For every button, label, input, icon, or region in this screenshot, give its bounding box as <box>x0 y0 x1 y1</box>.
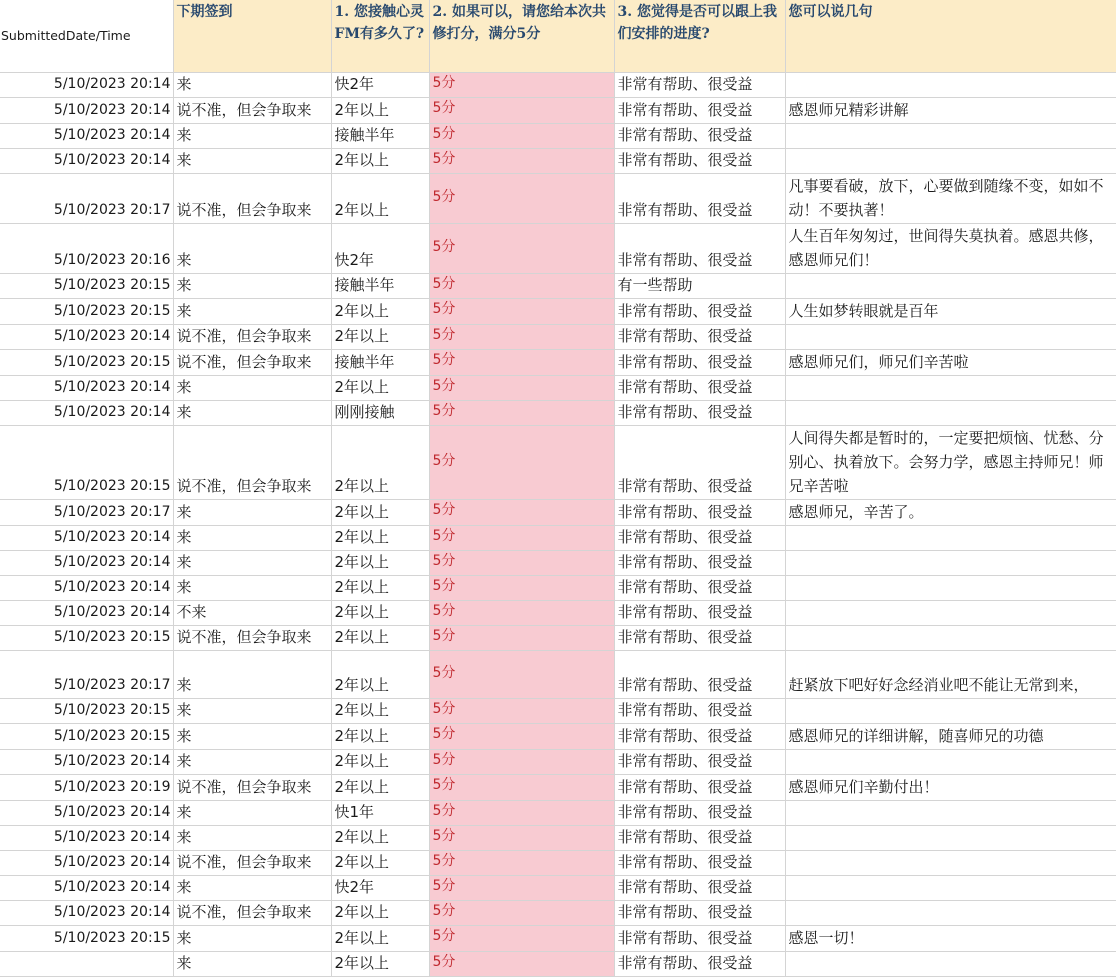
cell-score[interactable]: 5分 <box>429 698 614 723</box>
cell-checkin[interactable]: 来 <box>173 525 331 550</box>
cell-duration[interactable]: 快2年 <box>331 223 429 273</box>
cell-submitted-date[interactable]: 5/10/2023 20:17 <box>0 499 173 525</box>
cell-checkin[interactable]: 来 <box>173 698 331 723</box>
cell-duration[interactable]: 2年以上 <box>331 499 429 525</box>
table-row <box>0 72 1116 97</box>
table-row <box>0 550 1116 575</box>
cell-comment[interactable] <box>785 698 1116 723</box>
cell-submitted-date[interactable]: 5/10/2023 20:15 <box>0 349 173 375</box>
cell-score[interactable]: 5分 <box>429 525 614 550</box>
cell-comment[interactable]: 赶紧放下吧好好念经消业吧不能让无常到来， <box>785 650 1116 698</box>
cell-score[interactable]: 5分 <box>429 800 614 825</box>
cell-submitted-date[interactable]: 5/10/2023 20:14 <box>0 800 173 825</box>
cell-duration[interactable]: 2年以上 <box>331 625 429 650</box>
table-row <box>0 800 1116 825</box>
cell-comment[interactable]: 感恩师兄精彩讲解 <box>785 97 1116 123</box>
cell-submitted-date[interactable]: 5/10/2023 20:14 <box>0 600 173 625</box>
cell-progress[interactable]: 非常有帮助、很受益 <box>614 723 785 749</box>
cell-comment[interactable] <box>785 625 1116 650</box>
cell-checkin[interactable]: 来 <box>173 875 331 900</box>
cell-duration[interactable]: 2年以上 <box>331 698 429 723</box>
table-row <box>0 499 1116 525</box>
table-row <box>0 123 1116 148</box>
table-row <box>0 925 1116 951</box>
cell-score[interactable]: 5分 <box>429 349 614 375</box>
cell-submitted-date[interactable]: 5/10/2023 20:15 <box>0 723 173 749</box>
table-row <box>0 774 1116 800</box>
table-row <box>0 375 1116 400</box>
cell-comment[interactable]: 感恩一切！ <box>785 925 1116 951</box>
cell-progress[interactable]: 非常有帮助、很受益 <box>614 499 785 525</box>
cell-submitted-date[interactable]: 5/10/2023 20:14 <box>0 900 173 925</box>
cell-duration[interactable]: 2年以上 <box>331 951 429 976</box>
cell-score[interactable]: 5分 <box>429 97 614 123</box>
cell-checkin[interactable]: 来 <box>173 72 331 97</box>
cell-checkin[interactable]: 说不准，但会争取来 <box>173 425 331 499</box>
cell-score[interactable]: 5分 <box>429 425 614 499</box>
table-row <box>0 875 1116 900</box>
cell-progress[interactable]: 非常有帮助、很受益 <box>614 800 785 825</box>
cell-duration[interactable]: 2年以上 <box>331 525 429 550</box>
cell-comment[interactable] <box>785 875 1116 900</box>
cell-duration[interactable]: 快2年 <box>331 72 429 97</box>
cell-checkin[interactable]: 来 <box>173 298 331 324</box>
cell-duration[interactable]: 快2年 <box>331 875 429 900</box>
cell-score[interactable]: 5分 <box>429 925 614 951</box>
cell-progress[interactable]: 非常有帮助、很受益 <box>614 173 785 223</box>
cell-score[interactable]: 5分 <box>429 400 614 425</box>
cell-checkin[interactable]: 来 <box>173 951 331 976</box>
header-progress[interactable]: 3. 您觉得是否可以跟上我们安排的进度? <box>614 0 785 72</box>
cell-progress[interactable]: 非常有帮助、很受益 <box>614 324 785 349</box>
cell-duration[interactable]: 2年以上 <box>331 550 429 575</box>
cell-comment[interactable] <box>785 850 1116 875</box>
cell-comment[interactable] <box>785 550 1116 575</box>
cell-comment[interactable] <box>785 148 1116 173</box>
cell-comment[interactable] <box>785 123 1116 148</box>
cell-duration[interactable]: 2年以上 <box>331 600 429 625</box>
cell-checkin[interactable]: 来 <box>173 123 331 148</box>
cell-submitted-date[interactable]: 5/10/2023 20:14 <box>0 825 173 850</box>
table-row <box>0 349 1116 375</box>
table-row <box>0 97 1116 123</box>
cell-progress[interactable]: 非常有帮助、很受益 <box>614 123 785 148</box>
cell-comment[interactable] <box>785 273 1116 298</box>
cell-submitted-date[interactable]: 5/10/2023 20:14 <box>0 850 173 875</box>
cell-duration[interactable]: 2年以上 <box>331 850 429 875</box>
cell-submitted-date[interactable]: 5/10/2023 20:14 <box>0 123 173 148</box>
cell-comment[interactable]: 感恩师兄们，师兄们辛苦啦 <box>785 349 1116 375</box>
cell-checkin[interactable]: 来 <box>173 650 331 698</box>
cell-checkin[interactable]: 来 <box>173 749 331 774</box>
cell-score[interactable]: 5分 <box>429 723 614 749</box>
cell-submitted-date[interactable]: 5/10/2023 20:15 <box>0 273 173 298</box>
cell-checkin[interactable]: 来 <box>173 550 331 575</box>
cell-comment[interactable] <box>785 825 1116 850</box>
cell-duration[interactable]: 2年以上 <box>331 925 429 951</box>
cell-score[interactable]: 5分 <box>429 749 614 774</box>
cell-comment[interactable] <box>785 375 1116 400</box>
cell-duration[interactable]: 2年以上 <box>331 375 429 400</box>
table-row <box>0 324 1116 349</box>
cell-duration[interactable]: 2年以上 <box>331 749 429 774</box>
cell-comment[interactable]: 感恩师兄的详细讲解，随喜师兄的功德 <box>785 723 1116 749</box>
cell-comment[interactable] <box>785 525 1116 550</box>
cell-submitted-date[interactable]: 5/10/2023 20:14 <box>0 749 173 774</box>
cell-progress[interactable]: 非常有帮助、很受益 <box>614 951 785 976</box>
cell-submitted-date[interactable]: 5/10/2023 20:14 <box>0 72 173 97</box>
cell-comment[interactable] <box>785 900 1116 925</box>
cell-submitted-date[interactable]: 5/10/2023 20:14 <box>0 324 173 349</box>
table-row <box>0 825 1116 850</box>
cell-comment[interactable] <box>785 749 1116 774</box>
cell-submitted-date[interactable]: 5/10/2023 20:14 <box>0 525 173 550</box>
cell-submitted-date[interactable]: 5/10/2023 20:15 <box>0 425 173 499</box>
cell-submitted-date[interactable]: 5/10/2023 20:19 <box>0 774 173 800</box>
cell-duration[interactable]: 快1年 <box>331 800 429 825</box>
table-row <box>0 723 1116 749</box>
cell-progress[interactable]: 非常有帮助、很受益 <box>614 825 785 850</box>
table-row <box>0 525 1116 550</box>
cell-checkin[interactable]: 来 <box>173 273 331 298</box>
cell-checkin[interactable]: 说不准，但会争取来 <box>173 625 331 650</box>
table-row <box>0 650 1116 698</box>
cell-checkin[interactable]: 说不准，但会争取来 <box>173 850 331 875</box>
cell-progress[interactable]: 非常有帮助、很受益 <box>614 550 785 575</box>
cell-checkin[interactable]: 说不准，但会争取来 <box>173 774 331 800</box>
cell-submitted-date[interactable]: 5/10/2023 20:14 <box>0 550 173 575</box>
cell-progress[interactable]: 非常有帮助、很受益 <box>614 223 785 273</box>
cell-comment[interactable]: 人生如梦转眼就是百年 <box>785 298 1116 324</box>
cell-duration[interactable]: 2年以上 <box>331 425 429 499</box>
cell-submitted-date[interactable]: 5/10/2023 20:14 <box>0 400 173 425</box>
cell-progress[interactable]: 非常有帮助、很受益 <box>614 72 785 97</box>
cell-submitted-date[interactable]: 5/10/2023 20:15 <box>0 625 173 650</box>
cell-progress[interactable]: 非常有帮助、很受益 <box>614 97 785 123</box>
cell-comment[interactable] <box>785 324 1116 349</box>
table-row <box>0 575 1116 600</box>
cell-progress[interactable]: 非常有帮助、很受益 <box>614 850 785 875</box>
table-row <box>0 698 1116 723</box>
cell-duration[interactable]: 2年以上 <box>331 723 429 749</box>
cell-score[interactable]: 5分 <box>429 273 614 298</box>
cell-score[interactable]: 5分 <box>429 900 614 925</box>
cell-progress[interactable]: 非常有帮助、很受益 <box>614 349 785 375</box>
cell-comment[interactable]: 感恩师兄们辛勤付出！ <box>785 774 1116 800</box>
cell-score[interactable]: 5分 <box>429 875 614 900</box>
cell-submitted-date[interactable]: 5/10/2023 20:14 <box>0 875 173 900</box>
cell-submitted-date[interactable]: 5/10/2023 20:15 <box>0 298 173 324</box>
cell-score[interactable]: 5分 <box>429 173 614 223</box>
cell-duration[interactable]: 2年以上 <box>331 298 429 324</box>
cell-duration[interactable]: 2年以上 <box>331 148 429 173</box>
table-row <box>0 223 1116 273</box>
header-row <box>0 0 1116 72</box>
table-row <box>0 400 1116 425</box>
cell-duration[interactable]: 接触半年 <box>331 123 429 148</box>
cell-progress[interactable]: 非常有帮助、很受益 <box>614 749 785 774</box>
header-submitted-date[interactable]: SubmittedDate/Time <box>0 0 173 72</box>
cell-comment[interactable] <box>785 72 1116 97</box>
cell-checkin[interactable]: 来 <box>173 223 331 273</box>
cell-progress[interactable]: 非常有帮助、很受益 <box>614 375 785 400</box>
table-row <box>0 900 1116 925</box>
cell-checkin[interactable]: 来 <box>173 575 331 600</box>
table-row <box>0 298 1116 324</box>
cell-score[interactable]: 5分 <box>429 625 614 650</box>
cell-submitted-date[interactable]: 5/10/2023 20:17 <box>0 173 173 223</box>
cell-checkin[interactable]: 来 <box>173 375 331 400</box>
cell-score[interactable]: 5分 <box>429 298 614 324</box>
table-row <box>0 749 1116 774</box>
table-row <box>0 850 1116 875</box>
cell-score[interactable]: 5分 <box>429 774 614 800</box>
cell-comment[interactable] <box>785 575 1116 600</box>
cell-duration[interactable]: 接触半年 <box>331 349 429 375</box>
cell-progress[interactable]: 非常有帮助、很受益 <box>614 298 785 324</box>
cell-score[interactable]: 5分 <box>429 324 614 349</box>
cell-checkin[interactable]: 来 <box>173 800 331 825</box>
cell-progress[interactable]: 非常有帮助、很受益 <box>614 425 785 499</box>
cell-comment[interactable]: 人间得失都是暂时的，一定要把烦恼、忧愁、分别心、执着放下。会努力学，感恩主持师兄！师兄辛苦啦 <box>785 425 1116 499</box>
cell-score[interactable]: 5分 <box>429 600 614 625</box>
cell-comment[interactable]: 感恩师兄，辛苦了。 <box>785 499 1116 525</box>
cell-submitted-date[interactable]: 5/10/2023 20:15 <box>0 925 173 951</box>
cell-comment[interactable] <box>785 600 1116 625</box>
cell-checkin[interactable]: 来 <box>173 400 331 425</box>
cell-checkin[interactable]: 说不准，但会争取来 <box>173 900 331 925</box>
cell-checkin[interactable]: 来 <box>173 499 331 525</box>
table-row <box>0 625 1116 650</box>
cell-submitted-date[interactable]: 5/10/2023 20:14 <box>0 575 173 600</box>
cell-progress[interactable]: 非常有帮助、很受益 <box>614 600 785 625</box>
cell-score[interactable]: 5分 <box>429 148 614 173</box>
cell-checkin[interactable]: 说不准，但会争取来 <box>173 173 331 223</box>
cell-duration[interactable]: 接触半年 <box>331 273 429 298</box>
cell-score[interactable]: 5分 <box>429 223 614 273</box>
cell-progress[interactable]: 有一些帮助 <box>614 273 785 298</box>
header-comment[interactable]: 您可以说几句 <box>785 0 1116 72</box>
cell-score[interactable]: 5分 <box>429 951 614 976</box>
table-row <box>0 600 1116 625</box>
table-row <box>0 148 1116 173</box>
cell-score[interactable]: 5分 <box>429 72 614 97</box>
header-score[interactable]: 2. 如果可以，请您给本次共修打分，满分5分 <box>429 0 614 72</box>
cell-checkin[interactable]: 说不准，但会争取来 <box>173 324 331 349</box>
table-row <box>0 425 1116 499</box>
cell-comment[interactable] <box>785 951 1116 976</box>
table-row <box>0 173 1116 223</box>
cell-progress[interactable]: 非常有帮助、很受益 <box>614 525 785 550</box>
cell-submitted-date[interactable]: 5/10/2023 20:15 <box>0 698 173 723</box>
cell-checkin[interactable]: 说不准，但会争取来 <box>173 349 331 375</box>
cell-duration[interactable]: 2年以上 <box>331 97 429 123</box>
cell-checkin[interactable]: 来 <box>173 148 331 173</box>
cell-submitted-date[interactable] <box>0 951 173 976</box>
cell-duration[interactable]: 2年以上 <box>331 650 429 698</box>
cell-duration[interactable]: 2年以上 <box>331 324 429 349</box>
cell-submitted-date[interactable]: 5/10/2023 20:14 <box>0 97 173 123</box>
cell-progress[interactable]: 非常有帮助、很受益 <box>614 575 785 600</box>
cell-checkin[interactable]: 不来 <box>173 600 331 625</box>
cell-comment[interactable] <box>785 400 1116 425</box>
cell-checkin[interactable]: 说不准，但会争取来 <box>173 97 331 123</box>
header-duration[interactable]: 1. 您接触心灵FM有多久了? <box>331 0 429 72</box>
cell-submitted-date[interactable]: 5/10/2023 20:16 <box>0 223 173 273</box>
table-row <box>0 951 1116 976</box>
cell-progress[interactable]: 非常有帮助、很受益 <box>614 400 785 425</box>
cell-duration[interactable]: 2年以上 <box>331 575 429 600</box>
header-checkin[interactable]: 下期签到 <box>173 0 331 72</box>
cell-checkin[interactable]: 来 <box>173 723 331 749</box>
cell-checkin[interactable]: 来 <box>173 825 331 850</box>
cell-duration[interactable]: 2年以上 <box>331 173 429 223</box>
cell-duration[interactable]: 2年以上 <box>331 774 429 800</box>
cell-score[interactable]: 5分 <box>429 123 614 148</box>
cell-duration[interactable]: 2年以上 <box>331 825 429 850</box>
cell-progress[interactable]: 非常有帮助、很受益 <box>614 875 785 900</box>
cell-score[interactable]: 5分 <box>429 650 614 698</box>
cell-progress[interactable]: 非常有帮助、很受益 <box>614 698 785 723</box>
cell-submitted-date[interactable]: 5/10/2023 20:14 <box>0 148 173 173</box>
cell-progress[interactable]: 非常有帮助、很受益 <box>614 625 785 650</box>
cell-score[interactable]: 5分 <box>429 825 614 850</box>
cell-duration[interactable]: 刚刚接触 <box>331 400 429 425</box>
cell-score[interactable]: 5分 <box>429 550 614 575</box>
cell-progress[interactable]: 非常有帮助、很受益 <box>614 774 785 800</box>
cell-score[interactable]: 5分 <box>429 850 614 875</box>
table-body <box>0 72 1116 976</box>
cell-score[interactable]: 5分 <box>429 575 614 600</box>
cell-comment[interactable]: 凡事要看破，放下，心要做到随缘不变，如如不动！不要执著！ <box>785 173 1116 223</box>
cell-progress[interactable]: 非常有帮助、很受益 <box>614 148 785 173</box>
cell-duration[interactable]: 2年以上 <box>331 900 429 925</box>
cell-progress[interactable]: 非常有帮助、很受益 <box>614 925 785 951</box>
cell-comment[interactable]: 人生百年匆匆过，世间得失莫执着。感恩共修，感恩师兄们！ <box>785 223 1116 273</box>
cell-score[interactable]: 5分 <box>429 375 614 400</box>
cell-submitted-date[interactable]: 5/10/2023 20:17 <box>0 650 173 698</box>
cell-comment[interactable] <box>785 800 1116 825</box>
cell-progress[interactable]: 非常有帮助、很受益 <box>614 900 785 925</box>
table-row <box>0 273 1116 298</box>
cell-checkin[interactable]: 来 <box>173 925 331 951</box>
cell-progress[interactable]: 非常有帮助、很受益 <box>614 650 785 698</box>
cell-score[interactable]: 5分 <box>429 499 614 525</box>
cell-submitted-date[interactable]: 5/10/2023 20:14 <box>0 375 173 400</box>
